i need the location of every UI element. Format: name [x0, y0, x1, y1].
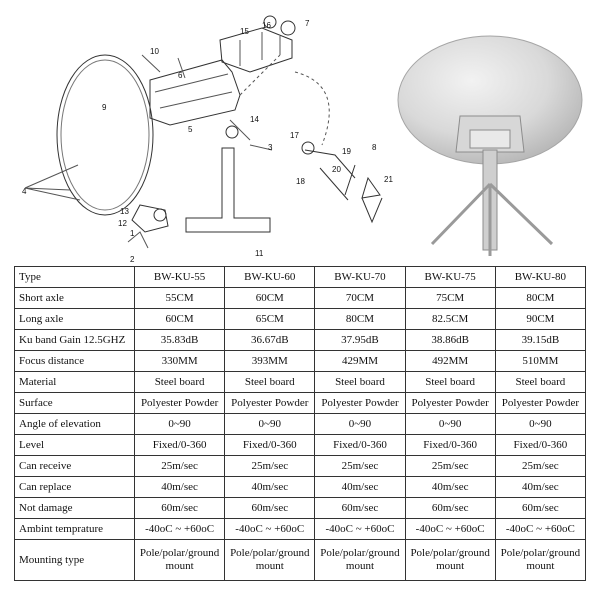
table-cell: 65CM	[225, 309, 315, 330]
table-cell: 55CM	[135, 288, 225, 309]
dashed-link-lines	[240, 55, 329, 145]
spec-table	[14, 266, 586, 581]
row-label: Can replace	[15, 477, 135, 498]
product-figure	[0, 0, 600, 262]
table-cell: 40m/sec	[315, 477, 405, 498]
table-cell: 39.15dB	[495, 330, 585, 351]
row-label: Level	[15, 435, 135, 456]
table-cell: -40oC ~ +60oC	[405, 519, 495, 540]
header-cell-model: BW-KU-70	[315, 267, 405, 288]
table-cell: -40oC ~ +60oC	[495, 519, 585, 540]
table-cell: 40m/sec	[225, 477, 315, 498]
table-row	[15, 372, 586, 393]
callout-17: 17	[290, 131, 299, 140]
callout-7: 7	[305, 19, 310, 28]
table-cell: 36.67dB	[225, 330, 315, 351]
table-cell: 82.5CM	[405, 309, 495, 330]
callout-10: 10	[150, 47, 159, 56]
table-cell: 40m/sec	[495, 477, 585, 498]
table-cell: Fixed/0-360	[405, 435, 495, 456]
header-cell-model: BW-KU-80	[495, 267, 585, 288]
row-label: Ku band Gain 12.5GHZ	[15, 330, 135, 351]
table-cell: 0~90	[405, 414, 495, 435]
spec-table-body	[15, 267, 586, 581]
table-cell: 393MM	[225, 351, 315, 372]
table-cell: 0~90	[135, 414, 225, 435]
table-cell: 70CM	[315, 288, 405, 309]
table-cell: 60m/sec	[225, 498, 315, 519]
callout-3: 3	[268, 143, 273, 152]
table-cell: -40oC ~ +60oC	[225, 519, 315, 540]
exploded-parts-diagram	[0, 0, 392, 262]
row-label: Material	[15, 372, 135, 393]
callout-15: 15	[240, 27, 249, 36]
table-row	[15, 351, 586, 372]
callout-5: 5	[188, 125, 193, 134]
table-cell: 0~90	[225, 414, 315, 435]
header-cell-model: BW-KU-75	[405, 267, 495, 288]
table-cell: Polyester Powder	[315, 393, 405, 414]
mast-pole-drawing	[186, 148, 270, 232]
row-label: Short axle	[15, 288, 135, 309]
header-cell-model: BW-KU-55	[135, 267, 225, 288]
dish-reflector-drawing	[57, 55, 153, 215]
table-cell: 35.83dB	[135, 330, 225, 351]
row-label: Not damage	[15, 498, 135, 519]
table-cell: 75CM	[405, 288, 495, 309]
table-cell: 60m/sec	[315, 498, 405, 519]
table-cell: Pole/polar/ground mount	[135, 540, 225, 581]
table-cell: Pole/polar/ground mount	[495, 540, 585, 581]
dish-rim-drawing	[61, 60, 149, 210]
callout-1: 1	[130, 229, 135, 238]
row-label: Can receive	[15, 456, 135, 477]
table-cell: 25m/sec	[405, 456, 495, 477]
table-cell: 60m/sec	[405, 498, 495, 519]
table-cell: Pole/polar/ground mount	[315, 540, 405, 581]
table-cell: Pole/polar/ground mount	[225, 540, 315, 581]
callout-14: 14	[250, 115, 259, 124]
callout-13: 13	[120, 207, 129, 216]
callout-12: 12	[118, 219, 127, 228]
table-cell: 492MM	[405, 351, 495, 372]
table-cell: -40oC ~ +60oC	[135, 519, 225, 540]
row-label: Mounting type	[15, 540, 135, 581]
diagram-callouts	[22, 19, 393, 264]
table-cell: Steel board	[315, 372, 405, 393]
table-cell: 40m/sec	[135, 477, 225, 498]
table-cell: 25m/sec	[495, 456, 585, 477]
table-cell: 25m/sec	[135, 456, 225, 477]
bolt-set-drawing	[305, 150, 355, 200]
clamp-assembly-drawing	[220, 28, 292, 72]
table-cell: Polyester Powder	[225, 393, 315, 414]
table-cell: 25m/sec	[225, 456, 315, 477]
table-row	[15, 288, 586, 309]
table-row	[15, 498, 586, 519]
table-cell: 0~90	[495, 414, 585, 435]
table-cell: 60m/sec	[495, 498, 585, 519]
callout-20: 20	[332, 165, 341, 174]
callout-8: 8	[372, 143, 377, 152]
table-cell: 80CM	[495, 288, 585, 309]
table-cell: 0~90	[315, 414, 405, 435]
table-cell: Steel board	[405, 372, 495, 393]
row-label: Long axle	[15, 309, 135, 330]
table-cell: Fixed/0-360	[135, 435, 225, 456]
table-cell: 60CM	[135, 309, 225, 330]
callout-16: 16	[262, 21, 271, 30]
table-cell: Fixed/0-360	[225, 435, 315, 456]
callout-2: 2	[130, 255, 135, 264]
table-cell: Steel board	[225, 372, 315, 393]
table-row	[15, 477, 586, 498]
table-row	[15, 456, 586, 477]
table-cell: Polyester Powder	[405, 393, 495, 414]
row-label: Angle of elevation	[15, 414, 135, 435]
table-row	[15, 393, 586, 414]
table-row	[15, 330, 586, 351]
table-cell: 60CM	[225, 288, 315, 309]
table-row	[15, 435, 586, 456]
table-cell: 429MM	[315, 351, 405, 372]
callout-4: 4	[22, 187, 27, 196]
callout-18: 18	[296, 177, 305, 186]
table-header-row	[15, 267, 586, 288]
row-label: Ambint temprature	[15, 519, 135, 540]
callout-21: 21	[384, 175, 393, 184]
table-cell: 330MM	[135, 351, 225, 372]
callout-11: 11	[255, 249, 264, 258]
table-row	[15, 309, 586, 330]
table-cell: Polyester Powder	[495, 393, 585, 414]
table-cell: 60m/sec	[135, 498, 225, 519]
table-cell: Steel board	[135, 372, 225, 393]
table-row	[15, 414, 586, 435]
table-cell: 40m/sec	[405, 477, 495, 498]
callout-6: 6	[178, 71, 183, 80]
bracket-arm-drawing	[150, 60, 240, 125]
table-cell: Fixed/0-360	[495, 435, 585, 456]
satellite-dish-photo	[392, 34, 588, 260]
row-label: Surface	[15, 393, 135, 414]
header-cell-model: BW-KU-60	[225, 267, 315, 288]
table-cell: Steel board	[495, 372, 585, 393]
table-cell: 510MM	[495, 351, 585, 372]
table-row	[15, 519, 586, 540]
table-cell: 37.95dB	[315, 330, 405, 351]
table-cell: 80CM	[315, 309, 405, 330]
table-cell: Polyester Powder	[135, 393, 225, 414]
table-cell: Fixed/0-360	[315, 435, 405, 456]
row-label: Focus distance	[15, 351, 135, 372]
header-cell-type: Type	[15, 267, 135, 288]
table-cell: 25m/sec	[315, 456, 405, 477]
table-row	[15, 540, 586, 581]
table-cell: 38.86dB	[405, 330, 495, 351]
table-cell: -40oC ~ +60oC	[315, 519, 405, 540]
callout-19: 19	[342, 147, 351, 156]
callout-9: 9	[102, 103, 107, 112]
table-cell: 90CM	[495, 309, 585, 330]
table-cell: Pole/polar/ground mount	[405, 540, 495, 581]
